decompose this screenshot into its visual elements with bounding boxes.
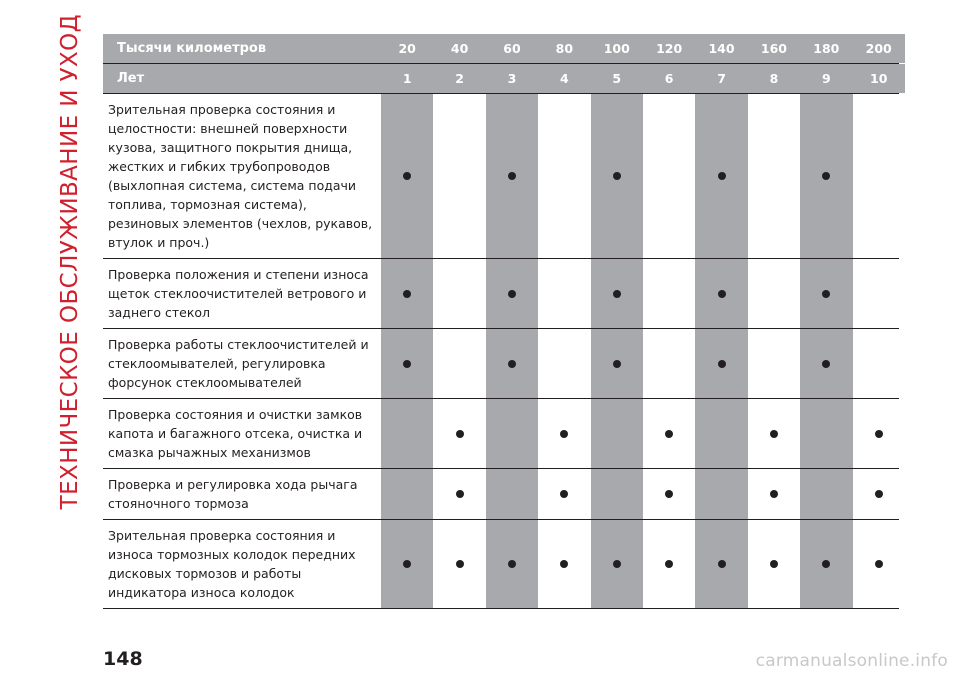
schedule-cell <box>538 399 590 468</box>
check-dot-icon <box>770 430 778 438</box>
schedule-cell <box>748 399 800 468</box>
check-dot-icon <box>403 172 411 180</box>
header-cell: 80 <box>538 34 590 63</box>
schedule-cell <box>538 520 590 608</box>
watermark: carmanualsonline.info <box>755 651 948 671</box>
schedule-cell <box>486 329 538 398</box>
header-cell: 8 <box>748 64 800 93</box>
schedule-cell <box>433 329 485 398</box>
schedule-cell <box>538 469 590 519</box>
schedule-cell <box>643 520 695 608</box>
row-marks <box>381 520 905 608</box>
row-label: Проверка состояния и очистки замков капота и багажного отсека, очистка и смазка рычажных механизмов <box>108 407 363 460</box>
check-dot-icon <box>613 172 621 180</box>
section-side-title-text: ТЕХНИЧЕСКОЕ ОБСЛУЖИВАНИЕ И УХОД <box>57 13 83 510</box>
check-dot-icon <box>508 290 516 298</box>
schedule-cell <box>381 329 433 398</box>
schedule-cell <box>853 399 905 468</box>
schedule-cell <box>853 259 905 328</box>
check-dot-icon <box>456 490 464 498</box>
header-cell: 100 <box>591 34 643 63</box>
header-cell: 60 <box>486 34 538 63</box>
check-dot-icon <box>613 360 621 368</box>
header-cell: 7 <box>695 64 747 93</box>
check-dot-icon <box>875 490 883 498</box>
schedule-cell <box>695 469 747 519</box>
check-dot-icon <box>403 360 411 368</box>
maintenance-schedule-table <box>103 34 899 609</box>
header-row-kilometers <box>103 34 899 64</box>
schedule-cell <box>853 520 905 608</box>
schedule-cell <box>433 520 485 608</box>
check-dot-icon <box>560 430 568 438</box>
check-dot-icon <box>718 560 726 568</box>
schedule-cell <box>433 94 485 258</box>
check-dot-icon <box>822 560 830 568</box>
header-cell: 1 <box>381 64 433 93</box>
schedule-cell <box>748 94 800 258</box>
section-side-title <box>52 13 88 510</box>
check-dot-icon <box>875 430 883 438</box>
table-row <box>103 520 899 609</box>
schedule-cell <box>591 520 643 608</box>
header-cell: 2 <box>433 64 485 93</box>
schedule-cell <box>486 94 538 258</box>
header-values-kilometers <box>381 34 905 63</box>
check-dot-icon <box>508 360 516 368</box>
header-cell: 3 <box>486 64 538 93</box>
schedule-cell <box>591 399 643 468</box>
header-cell: 9 <box>800 64 852 93</box>
schedule-cell <box>800 94 852 258</box>
schedule-cell <box>643 94 695 258</box>
row-marks <box>381 259 905 328</box>
schedule-cell <box>591 469 643 519</box>
schedule-cell <box>486 469 538 519</box>
schedule-cell <box>591 94 643 258</box>
schedule-cell <box>853 94 905 258</box>
schedule-cell <box>643 399 695 468</box>
schedule-cell <box>643 259 695 328</box>
check-dot-icon <box>822 290 830 298</box>
check-dot-icon <box>665 430 673 438</box>
schedule-cell <box>853 469 905 519</box>
check-dot-icon <box>456 430 464 438</box>
header-cell: 180 <box>800 34 852 63</box>
check-dot-icon <box>613 560 621 568</box>
header-cell: 5 <box>591 64 643 93</box>
schedule-cell <box>381 259 433 328</box>
header-label-kilometers: Тысячи километров <box>103 34 381 63</box>
check-dot-icon <box>718 360 726 368</box>
schedule-cell <box>800 399 852 468</box>
check-dot-icon <box>403 560 411 568</box>
schedule-cell <box>381 469 433 519</box>
schedule-cell <box>695 94 747 258</box>
table-row <box>103 94 899 259</box>
check-dot-icon <box>665 560 673 568</box>
row-marks <box>381 399 905 468</box>
table-row <box>103 469 899 520</box>
schedule-cell <box>748 520 800 608</box>
schedule-cell <box>748 329 800 398</box>
check-dot-icon <box>560 490 568 498</box>
check-dot-icon <box>508 560 516 568</box>
check-dot-icon <box>613 290 621 298</box>
table-row <box>103 259 899 329</box>
schedule-cell <box>800 259 852 328</box>
header-cell: 4 <box>538 64 590 93</box>
schedule-cell <box>486 520 538 608</box>
schedule-cell <box>748 259 800 328</box>
row-marks <box>381 94 905 258</box>
check-dot-icon <box>718 172 726 180</box>
schedule-cell <box>800 520 852 608</box>
schedule-rows <box>103 94 899 609</box>
schedule-cell <box>800 469 852 519</box>
schedule-cell <box>538 94 590 258</box>
schedule-cell <box>695 329 747 398</box>
schedule-cell <box>695 520 747 608</box>
row-marks <box>381 329 905 398</box>
schedule-cell <box>748 469 800 519</box>
schedule-cell <box>538 259 590 328</box>
row-marks <box>381 469 905 519</box>
schedule-cell <box>433 259 485 328</box>
schedule-cell <box>591 259 643 328</box>
schedule-cell <box>800 329 852 398</box>
header-cell: 6 <box>643 64 695 93</box>
header-cell: 160 <box>748 34 800 63</box>
check-dot-icon <box>822 360 830 368</box>
table-row <box>103 329 899 399</box>
page-number: 148 <box>103 648 143 670</box>
check-dot-icon <box>508 172 516 180</box>
schedule-cell <box>695 259 747 328</box>
schedule-cell <box>381 399 433 468</box>
row-label: Зрительная проверка состояния и износа тормозных колодок передних дисковых тормозов и работы индикатора износа колодок <box>108 528 356 600</box>
header-cell: 40 <box>433 34 485 63</box>
schedule-cell <box>643 329 695 398</box>
schedule-cell <box>381 94 433 258</box>
check-dot-icon <box>718 290 726 298</box>
header-values-years <box>381 64 905 93</box>
row-label: Проверка и регулировка хода рычага стояночного тормоза <box>108 477 358 511</box>
check-dot-icon <box>456 560 464 568</box>
row-label: Зрительная проверка состояния и целостности: внешней поверхности кузова, защитного покрытия днища, жестких и гибких трубопроводов (выхлопная система, система подачи топлива, тормозная система), резиновых элементов (чехлов, рукавов, втулок и проч.) <box>108 102 373 250</box>
check-dot-icon <box>560 560 568 568</box>
header-row-years <box>103 64 899 94</box>
check-dot-icon <box>665 490 673 498</box>
schedule-cell <box>486 259 538 328</box>
schedule-cell <box>381 520 433 608</box>
row-label: Проверка положения и степени износа щеток стеклоочистителей ветрового и заднего стекол <box>108 267 369 320</box>
table-row <box>103 399 899 469</box>
row-label: Проверка работы стеклоочистителей и стеклоомывателей, регулировка форсунок стеклоомывателей <box>108 337 369 390</box>
header-cell: 200 <box>853 34 905 63</box>
header-cell: 10 <box>853 64 905 93</box>
check-dot-icon <box>770 560 778 568</box>
schedule-cell <box>486 399 538 468</box>
header-cell: 20 <box>381 34 433 63</box>
header-cell: 120 <box>643 34 695 63</box>
schedule-cell <box>695 399 747 468</box>
header-label-years: Лет <box>103 64 381 93</box>
schedule-cell <box>853 329 905 398</box>
check-dot-icon <box>770 490 778 498</box>
schedule-cell <box>538 329 590 398</box>
check-dot-icon <box>403 290 411 298</box>
schedule-cell <box>591 329 643 398</box>
check-dot-icon <box>875 560 883 568</box>
schedule-cell <box>433 399 485 468</box>
schedule-cell <box>643 469 695 519</box>
check-dot-icon <box>822 172 830 180</box>
schedule-cell <box>433 469 485 519</box>
header-cell: 140 <box>695 34 747 63</box>
